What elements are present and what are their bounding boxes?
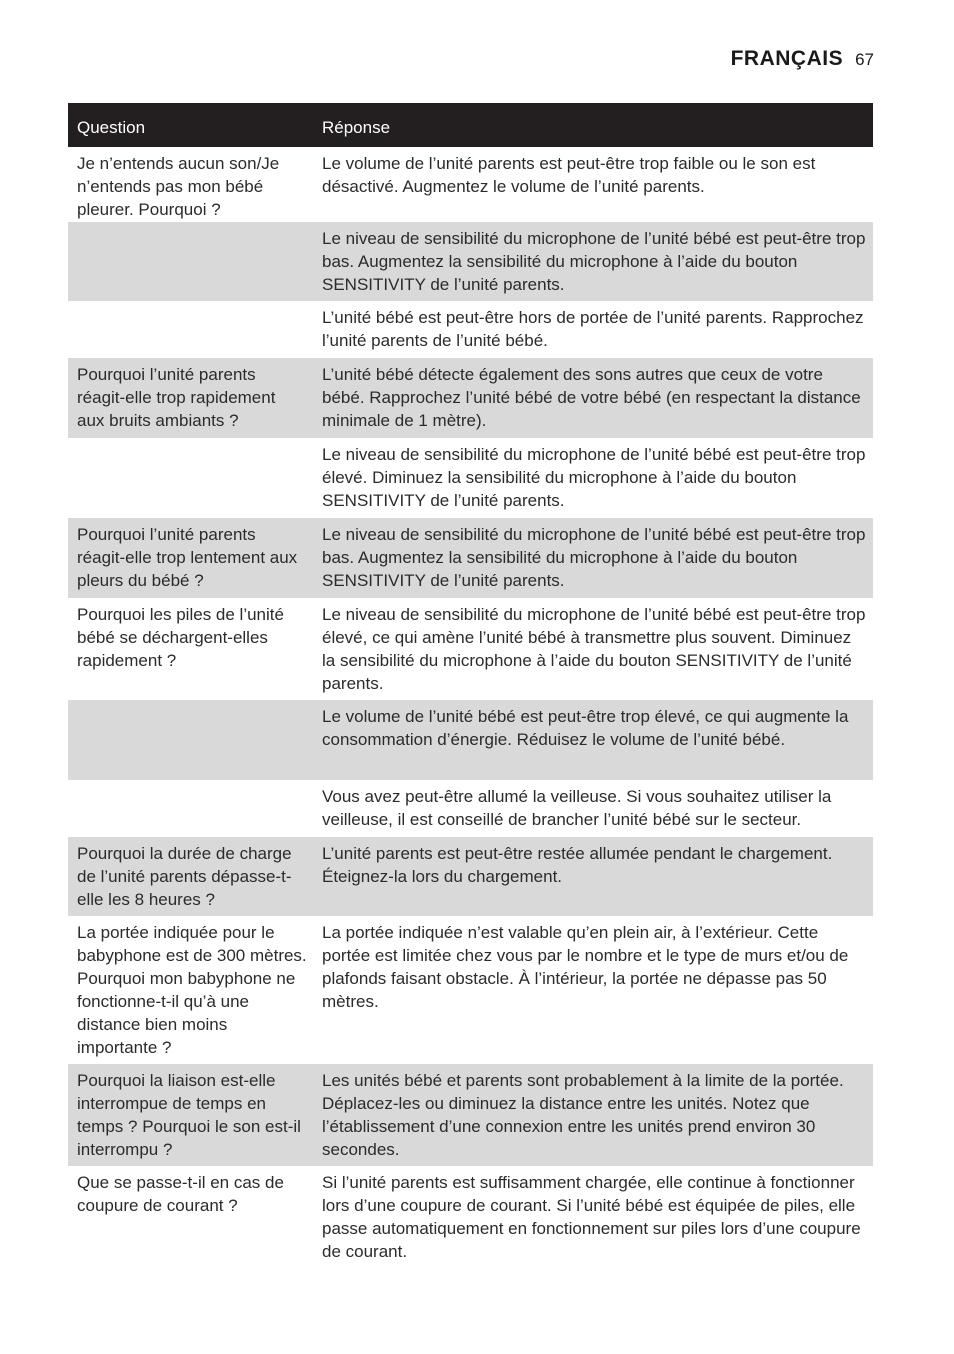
table-row <box>68 222 873 301</box>
table-row <box>68 1166 873 1275</box>
answer-cell: La portée indiquée n’est valable qu’en plein air, à l’extérieur. Cette portée est limitée chez vous par le nombre et le type de murs et/ou de plafonds faisant obstacle. À l’intérieur, la portée ne dépasse pas 50 mètres. <box>322 923 849 1011</box>
table-row <box>68 518 873 598</box>
table-row <box>68 916 873 1064</box>
question-cell <box>68 700 313 780</box>
table-body <box>68 147 873 1275</box>
question-cell <box>68 438 313 518</box>
answer-cell: Si l’unité parents est suffisamment chargée, elle continue à fonctionner lors d’une coupure de courant. Si l’unité bébé est équipée de piles, elle passe automatiquement en fonctionnement sur piles lors d’une coupure de courant. <box>322 1173 861 1261</box>
question-cell: Que se passe-t-il en cas de coupure de courant ? <box>77 1173 284 1215</box>
language-title: FRANÇAIS <box>730 47 844 70</box>
question-cell: Pourquoi l’unité parents réagit-elle trop lentement aux pleurs du bébé ? <box>77 525 298 590</box>
answer-column-header: Réponse <box>322 118 391 137</box>
table-row <box>68 780 873 837</box>
page-number: 67 <box>855 50 874 69</box>
question-cell: Pourquoi la durée de charge de l’unité parents dépasse-t-elle les 8 heures ? <box>77 844 292 909</box>
answer-cell: Le niveau de sensibilité du microphone de l’unité bébé est peut-être trop bas. Augmentez la sensibilité du microphone à l’aide du bouton SENSITIVITY de l’unité parents. <box>322 525 866 590</box>
answer-cell: Le niveau de sensibilité du microphone de l’unité bébé est peut-être trop élevé, ce qui amène l’unité bébé à transmettre plus souvent. Diminuez la sensibilité du microphone à l’aide du bouton SENSITIVITY de l’unité parents. <box>322 605 866 693</box>
table-row <box>68 700 873 780</box>
table-row <box>68 147 873 222</box>
question-cell <box>68 780 313 837</box>
answer-cell: L’unité bébé détecte également des sons autres que ceux de votre bébé. Rapprochez l’unité bébé de votre bébé (en respectant la distance minimale de 1 mètre). <box>322 365 861 430</box>
question-cell: Pourquoi la liaison est-elle interrompue de temps en temps ? Pourquoi le son est-il interrompu ? <box>77 1071 301 1159</box>
table-header <box>68 103 873 147</box>
answer-cell: Vous avez peut-être allumé la veilleuse. Si vous souhaitez utiliser la veilleuse, il est conseillé de brancher l’unité bébé sur le secteur. <box>322 787 832 829</box>
question-cell: La portée indiquée pour le babyphone est de 300 mètres. Pourquoi mon babyphone ne fonctionne-t-il qu’à une distance bien moins importante ? <box>77 923 307 1057</box>
table-row <box>68 301 873 358</box>
table-row <box>68 598 873 700</box>
question-cell: Je n’entends aucun son/Je n’entends pas mon bébé pleurer. Pourquoi ? <box>77 154 280 219</box>
question-cell <box>68 301 313 358</box>
answer-cell: Le volume de l’unité bébé est peut-être trop élevé, ce qui augmente la consommation d’énergie. Réduisez le volume de l’unité bébé. <box>322 707 849 749</box>
answer-cell: L’unité bébé est peut-être hors de portée de l’unité parents. Rapprochez l’unité parents de l’unité bébé. <box>322 308 864 350</box>
table-row <box>68 358 873 438</box>
answer-cell: Le niveau de sensibilité du microphone de l’unité bébé est peut-être trop élevé. Diminuez la sensibilité du microphone à l’aide du bouton SENSITIVITY de l’unité parents. <box>322 445 866 510</box>
table-row <box>68 837 873 916</box>
troubleshooting-table <box>68 103 873 1275</box>
page-header <box>731 47 874 71</box>
table-row <box>68 1064 873 1166</box>
question-cell: Pourquoi l’unité parents réagit-elle trop rapidement aux bruits ambiants ? <box>77 365 276 430</box>
table-row <box>68 438 873 518</box>
answer-cell: Le niveau de sensibilité du microphone de l’unité bébé est peut-être trop bas. Augmentez la sensibilité du microphone à l’aide du bouton SENSITIVITY de l’unité parents. <box>322 229 866 294</box>
answer-cell: Le volume de l’unité parents est peut-être trop faible ou le son est désactivé. Augmentez le volume de l’unité parents. <box>322 154 816 196</box>
answer-cell: Les unités bébé et parents sont probablement à la limite de la portée. Déplacez-les ou diminuez la distance entre les unités. Notez que l’établissement d’une connexion entre les unités prend environ 30 secondes. <box>322 1071 844 1159</box>
question-cell <box>68 222 313 301</box>
answer-cell: L’unité parents est peut-être restée allumée pendant le chargement. Éteignez-la lors du chargement. <box>322 844 833 886</box>
question-column-header: Question <box>77 118 146 137</box>
question-cell: Pourquoi les piles de l’unité bébé se déchargent-elles rapidement ? <box>77 605 284 670</box>
